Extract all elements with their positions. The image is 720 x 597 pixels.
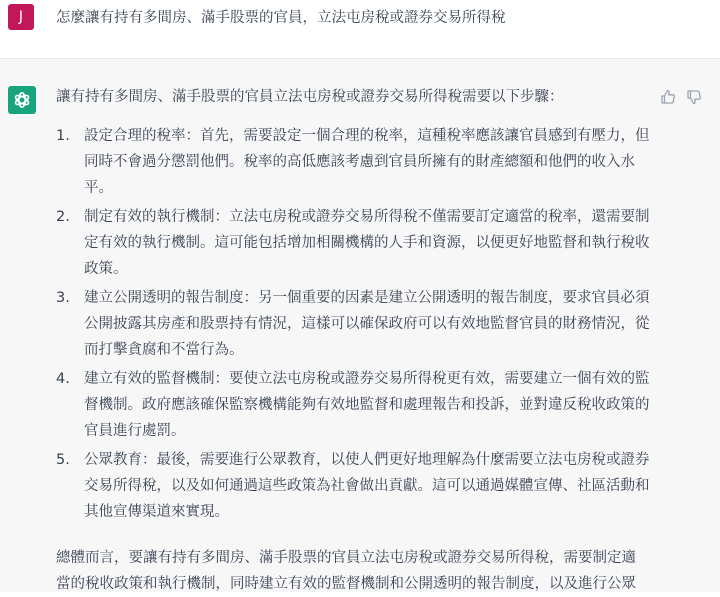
list-item — [56, 123, 656, 201]
thumbs-up-button[interactable] — [660, 89, 676, 105]
summary-line: 總體而言，要讓有持有多間房、滿手股票的官員立法屯房稅或證券交易所得稅，需要制定適 — [56, 550, 636, 566]
user-message-row — [0, 0, 720, 59]
list-item-number: 4. — [56, 371, 70, 387]
list-item-line: 公眾教育：最後，需要進行公眾教育，以使人們更好地理解為什麼需要立法屯房稅或證券 — [84, 452, 650, 468]
list-item-line: 制定有效的執行機制：立法屯房稅或證券交易所得稅不僅需要訂定適當的稅率，還需要制 — [84, 209, 650, 225]
thumbs-down-icon — [686, 89, 702, 105]
openai-logo-icon — [12, 90, 32, 110]
list-item-line: 建立有效的監督機制：要使立法屯房稅或證券交易所得稅更有效，需要建立一個有效的監 — [84, 371, 650, 387]
thumbs-up-icon — [660, 89, 676, 105]
list-item-line: 公開披露其房產和股票持有情況，這樣可以確保政府可以有效地監督官員的財務情況，從 — [84, 316, 650, 332]
thumbs-down-button[interactable] — [686, 89, 702, 105]
summary-line: 當的稅收政策和執行機制，同時建立有效的監督機制和公開透明的報告制度，以及進行公眾 — [56, 576, 636, 592]
assistant-avatar — [8, 86, 36, 114]
user-avatar: J — [8, 4, 34, 30]
list-item — [56, 204, 656, 282]
user-message-text: 怎麼讓有持有多間房、滿手股票的官員，立法屯房稅或證券交易所得稅 — [56, 10, 506, 26]
list-item-line: 平。 — [84, 180, 113, 196]
list-item-line: 督機制。政府應該確保監察機構能夠有效地監督和處理報告和投訴，並對違反稅收政策的 — [84, 397, 650, 413]
assistant-message-row — [0, 59, 720, 592]
list-item-line: 其他宣傳渠道來實現。 — [84, 504, 229, 520]
list-item-line: 同時不會過分懲罰他們。稅率的高低應該考慮到官員所擁有的財產總額和他們的收入水 — [84, 154, 635, 170]
list-item-number: 5. — [56, 452, 70, 468]
list-item — [56, 447, 656, 525]
assistant-message-content — [56, 85, 656, 597]
list-item-line: 定有效的執行機制。這可能包括增加相關機構的人手和資源，以便更好地監督和執行稅收 — [84, 235, 650, 251]
list-item-number: 3. — [56, 290, 70, 306]
list-item-number: 2. — [56, 209, 70, 225]
list-item-line: 交易所得稅，以及如何通過這些政策為社會做出貢獻。這可以通過媒體宣傳、社區活動和 — [84, 478, 650, 494]
list-item-line: 設定合理的稅率：首先，需要設定一個合理的稅率，這種稅率應該讓官員感到有壓力，但 — [84, 128, 650, 144]
assistant-summary — [56, 545, 656, 597]
list-item — [56, 366, 656, 444]
list-item-number: 1. — [56, 128, 70, 144]
list-item-line: 建立公開透明的報告制度：另一個重要的因素是建立公開透明的報告制度，要求官員必須 — [84, 290, 650, 306]
list-item — [56, 285, 656, 363]
list-item-line: 政策。 — [84, 261, 128, 277]
list-item-line: 而打擊貪腐和不當行為。 — [84, 342, 244, 358]
list-item-line: 官員進行處罰。 — [84, 423, 186, 439]
assistant-intro: 讓有持有多間房、滿手股票的官員立法屯房稅或證券交易所得稅需要以下步驟： — [56, 89, 564, 105]
steps-list — [56, 123, 656, 525]
